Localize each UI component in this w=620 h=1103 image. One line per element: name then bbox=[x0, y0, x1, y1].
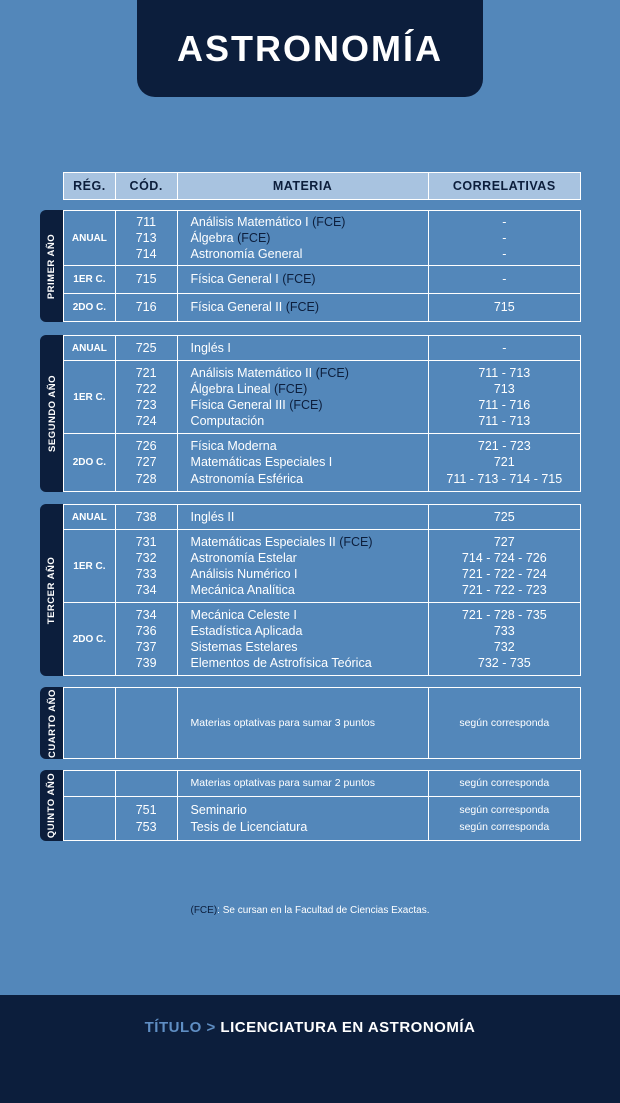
course-name bbox=[191, 639, 428, 655]
materia-cell bbox=[178, 530, 429, 602]
course-name bbox=[191, 534, 428, 550]
correlativas-cell bbox=[429, 603, 580, 675]
reg-label: 1ER C. bbox=[73, 560, 106, 572]
prerequisites: 721 bbox=[493, 455, 515, 470]
fce-tag: (FCE) bbox=[339, 534, 373, 549]
course-code: 739 bbox=[135, 656, 157, 671]
course-code: 736 bbox=[135, 623, 157, 638]
page-title: ASTRONOMÍA bbox=[177, 27, 443, 69]
table-row bbox=[63, 335, 581, 361]
cod-cell bbox=[116, 688, 178, 758]
prerequisites: 721 - 728 - 735 bbox=[461, 607, 547, 622]
note-tag: (FCE) bbox=[190, 905, 218, 916]
course-code: 722 bbox=[135, 381, 157, 396]
note-text: : Se cursan en la Facultad de Ciencias Exactas. bbox=[217, 905, 430, 916]
course-name-text: Computación bbox=[190, 414, 265, 429]
materia-cell bbox=[178, 603, 429, 675]
course-code: 737 bbox=[135, 640, 157, 654]
table-row bbox=[63, 529, 581, 603]
cod-cell bbox=[116, 797, 178, 840]
cod-cell bbox=[116, 603, 178, 675]
materia-cell bbox=[178, 336, 429, 360]
course-code: 727 bbox=[135, 455, 157, 470]
reg-cell bbox=[64, 294, 116, 321]
fce-tag: (FCE) bbox=[285, 300, 320, 315]
reg-label: 1ER C. bbox=[73, 274, 106, 285]
course-name-text: Sistemas Estelares bbox=[190, 640, 298, 654]
course-name-text: Tesis de Licenciatura bbox=[190, 819, 308, 834]
materia-cell bbox=[178, 688, 429, 758]
footer-prefix: TÍTULO > bbox=[144, 1019, 216, 1036]
reg-cell bbox=[64, 361, 116, 433]
course-code: 723 bbox=[135, 398, 157, 412]
year-label: CUARTO AÑO bbox=[46, 688, 58, 758]
year-label: TERCER AÑO bbox=[46, 556, 58, 624]
table-row bbox=[63, 293, 581, 322]
cod-cell bbox=[116, 361, 178, 433]
fce-tag: (FCE) bbox=[289, 398, 323, 412]
table-row bbox=[63, 770, 581, 797]
year-tab-tercero bbox=[40, 504, 64, 676]
title-banner bbox=[137, 0, 483, 97]
correlativas-cell bbox=[429, 797, 580, 840]
fce-tag: (FCE) bbox=[315, 365, 349, 380]
course-name-text: Matemáticas Especiales I bbox=[190, 455, 333, 470]
fce-tag: (FCE) bbox=[312, 214, 346, 229]
prerequisites: 727 bbox=[493, 534, 515, 549]
course-name-text: Física General III bbox=[190, 398, 286, 412]
course-name-text: Elementos de Astrofísica Teórica bbox=[190, 656, 372, 671]
correlativas-cell bbox=[429, 771, 580, 796]
table-row bbox=[63, 433, 581, 492]
course-code: 738 bbox=[135, 509, 157, 524]
course-name bbox=[191, 230, 428, 246]
prerequisites: - bbox=[502, 214, 507, 229]
course-name-text: Inglés I bbox=[190, 340, 231, 355]
course-code: 731 bbox=[135, 534, 157, 549]
course-name-text: Análisis Matemático II bbox=[190, 365, 313, 380]
cod-cell bbox=[116, 266, 178, 293]
reg-cell bbox=[64, 434, 116, 491]
materia-cell bbox=[178, 294, 429, 321]
prerequisites: 715 bbox=[493, 300, 515, 315]
course-code: 734 bbox=[135, 607, 157, 622]
table-row bbox=[63, 360, 581, 434]
course-name bbox=[191, 397, 428, 413]
course-name bbox=[191, 509, 428, 525]
course-name bbox=[191, 775, 428, 791]
correlativas-cell bbox=[429, 505, 580, 529]
course-name-text: Astronomía General bbox=[190, 247, 303, 262]
prerequisites: según corresponda bbox=[459, 777, 550, 790]
correlativas-cell bbox=[429, 336, 580, 360]
reg-cell bbox=[64, 336, 116, 360]
prerequisites: 711 - 713 bbox=[478, 365, 531, 380]
table-row bbox=[63, 687, 581, 759]
course-code: 728 bbox=[135, 471, 157, 486]
prerequisites: según corresponda bbox=[459, 820, 550, 833]
course-name bbox=[191, 566, 428, 582]
correlativas-cell bbox=[429, 294, 580, 321]
course-code: 725 bbox=[135, 340, 157, 355]
course-code: 713 bbox=[135, 230, 157, 245]
course-code: 733 bbox=[135, 567, 157, 581]
course-name-text: Materias optativas para sumar 2 puntos bbox=[190, 777, 375, 790]
fce-tag: (FCE) bbox=[237, 230, 271, 245]
header-materia: MATERIA bbox=[178, 173, 429, 199]
cod-cell bbox=[116, 294, 178, 321]
prerequisites: - bbox=[502, 230, 507, 245]
course-name bbox=[191, 413, 428, 429]
table-row bbox=[63, 796, 581, 841]
year-tab-cuarto bbox=[40, 687, 64, 759]
course-code: 711 bbox=[136, 214, 157, 229]
cod-cell bbox=[116, 434, 178, 491]
course-code: 721 bbox=[135, 365, 157, 380]
table-header bbox=[63, 172, 581, 200]
prerequisites: - bbox=[502, 340, 507, 355]
course-name bbox=[191, 607, 428, 623]
cod-cell bbox=[116, 505, 178, 529]
materia-cell bbox=[178, 361, 429, 433]
reg-cell bbox=[64, 211, 116, 265]
prerequisites: según corresponda bbox=[459, 716, 550, 729]
year-label: QUINTO AÑO bbox=[46, 772, 58, 839]
year-tab-primero bbox=[40, 210, 64, 322]
prerequisites: 732 - 735 bbox=[477, 656, 531, 671]
fce-note bbox=[0, 905, 620, 916]
cod-cell bbox=[116, 336, 178, 360]
correlativas-cell bbox=[429, 688, 580, 758]
course-name-text: Análisis Numérico I bbox=[190, 567, 298, 581]
reg-cell bbox=[64, 688, 116, 758]
course-name bbox=[191, 471, 428, 487]
prerequisites: 711 - 713 - 714 - 715 bbox=[446, 471, 563, 486]
course-name bbox=[191, 655, 428, 671]
reg-cell bbox=[64, 771, 116, 796]
reg-cell bbox=[64, 266, 116, 293]
fce-tag: (FCE) bbox=[282, 272, 316, 287]
footer-bar bbox=[0, 995, 620, 1103]
course-name bbox=[191, 623, 428, 639]
cod-cell bbox=[116, 530, 178, 602]
course-name bbox=[191, 299, 428, 315]
reg-label: 2DO C. bbox=[72, 633, 107, 645]
course-code: 734 bbox=[135, 583, 157, 598]
course-name-text: Inglés II bbox=[190, 509, 235, 524]
course-name bbox=[191, 381, 428, 397]
cod-cell bbox=[116, 211, 178, 265]
prerequisites: 725 bbox=[493, 509, 515, 524]
prerequisites: 711 - 713 bbox=[478, 414, 531, 429]
prerequisites: - bbox=[502, 247, 507, 262]
course-code: 714 bbox=[135, 247, 157, 262]
table-row bbox=[63, 602, 581, 676]
prerequisites: 721 - 723 bbox=[477, 439, 531, 454]
prerequisites: 721 - 722 - 723 bbox=[461, 583, 547, 598]
course-name bbox=[191, 214, 428, 230]
course-name-text: Seminario bbox=[190, 803, 247, 818]
correlativas-cell bbox=[429, 361, 580, 433]
course-code: 724 bbox=[135, 414, 157, 429]
prerequisites: 721 - 722 - 724 bbox=[461, 567, 547, 581]
course-name-text: Mecánica Analítica bbox=[190, 583, 295, 598]
reg-label: ANUAL bbox=[71, 232, 107, 244]
reg-cell bbox=[64, 797, 116, 840]
course-name-text: Física Moderna bbox=[190, 439, 277, 454]
course-name-text: Materias optativas para sumar 3 puntos bbox=[190, 716, 375, 729]
materia-cell bbox=[178, 266, 429, 293]
prerequisites: 713 bbox=[493, 381, 515, 396]
reg-label: ANUAL bbox=[71, 342, 107, 354]
year-label: SEGUNDO AÑO bbox=[46, 375, 58, 452]
cod-cell bbox=[116, 771, 178, 796]
course-name bbox=[191, 819, 428, 835]
course-code: 732 bbox=[135, 550, 157, 565]
header-reg: RÉG. bbox=[64, 173, 116, 199]
prerequisites: - bbox=[502, 272, 507, 287]
correlativas-cell bbox=[429, 530, 580, 602]
course-name bbox=[191, 246, 428, 262]
materia-cell bbox=[178, 211, 429, 265]
course-name bbox=[191, 340, 428, 356]
reg-cell bbox=[64, 603, 116, 675]
prerequisites: según corresponda bbox=[459, 804, 550, 817]
table-row bbox=[63, 210, 581, 266]
correlativas-cell bbox=[429, 266, 580, 293]
course-name bbox=[191, 271, 428, 287]
course-name-text: Análisis Matemático I bbox=[190, 214, 309, 229]
course-name-text: Álgebra Lineal bbox=[190, 381, 271, 396]
table-row bbox=[63, 504, 581, 530]
course-name-text: Matemáticas Especiales II bbox=[190, 534, 336, 549]
year-tab-segundo bbox=[40, 335, 64, 492]
course-name-text: Álgebra bbox=[190, 230, 234, 245]
reg-label: 2DO C. bbox=[72, 457, 107, 468]
materia-cell bbox=[178, 505, 429, 529]
course-name-text: Física General I bbox=[190, 272, 279, 287]
course-name bbox=[191, 454, 428, 470]
prerequisites: 714 - 724 - 726 bbox=[461, 550, 547, 565]
fce-tag: (FCE) bbox=[273, 381, 308, 396]
prerequisites: 733 bbox=[493, 623, 515, 638]
header-correlativas: CORRELATIVAS bbox=[452, 179, 556, 193]
correlativas-cell bbox=[429, 211, 580, 265]
year-label: PRIMER AÑO bbox=[46, 233, 58, 299]
course-code: 715 bbox=[135, 272, 157, 287]
course-name-text: Física General II bbox=[190, 300, 283, 315]
course-name-text: Estadística Aplicada bbox=[190, 623, 303, 638]
course-name bbox=[191, 365, 428, 381]
footer-degree: LICENCIATURA EN ASTRONOMÍA bbox=[220, 1019, 476, 1036]
materia-cell bbox=[178, 434, 429, 491]
reg-cell bbox=[64, 530, 116, 602]
course-name-text: Astronomía Estelar bbox=[190, 550, 297, 565]
prerequisites: 732 bbox=[493, 640, 515, 654]
table-row bbox=[63, 265, 581, 294]
course-name bbox=[191, 715, 428, 731]
year-tab-quinto bbox=[40, 770, 64, 841]
course-code: 751 bbox=[135, 803, 157, 818]
materia-cell bbox=[178, 771, 429, 796]
header-cod: CÓD. bbox=[116, 173, 178, 199]
footer-title bbox=[0, 1019, 620, 1036]
prerequisites: 711 - 716 bbox=[478, 398, 531, 412]
reg-cell bbox=[64, 505, 116, 529]
reg-label: 1ER C. bbox=[73, 391, 106, 403]
course-name-text: Mecánica Celeste I bbox=[190, 607, 297, 622]
course-name bbox=[191, 438, 428, 454]
course-name bbox=[191, 582, 428, 598]
course-code: 726 bbox=[135, 439, 157, 454]
materia-cell bbox=[178, 797, 429, 840]
course-code: 753 bbox=[135, 819, 157, 834]
correlativas-cell bbox=[429, 434, 580, 491]
reg-label: 2DO C. bbox=[72, 302, 107, 313]
course-name-text: Astronomía Esférica bbox=[190, 471, 304, 486]
course-code: 716 bbox=[135, 300, 157, 315]
reg-label: ANUAL bbox=[71, 511, 107, 523]
course-name bbox=[191, 550, 428, 566]
course-name bbox=[191, 802, 428, 818]
